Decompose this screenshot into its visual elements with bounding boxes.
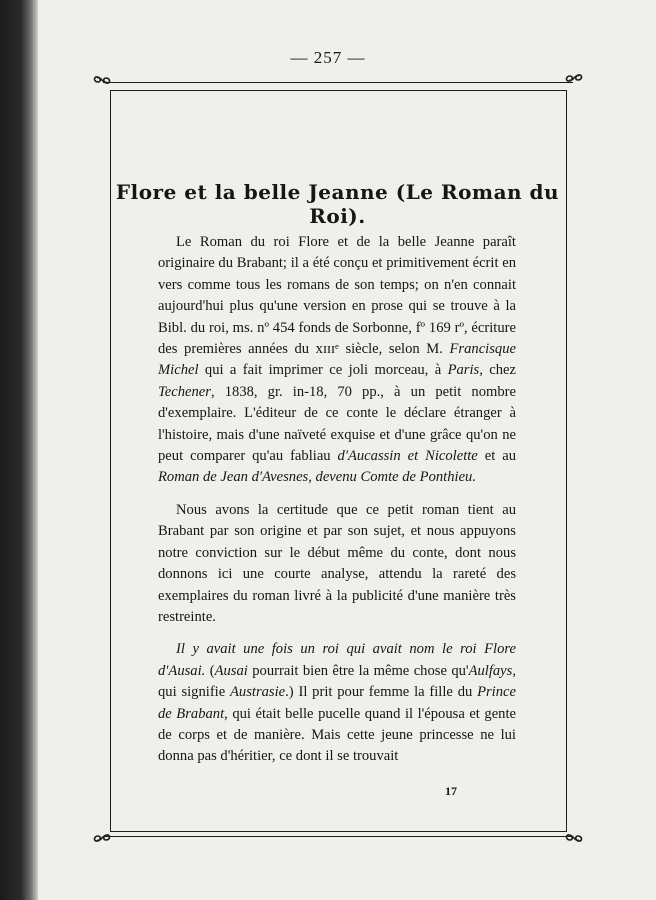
italic-run: Aulfays <box>468 662 513 679</box>
italic-run: Roman de Jean d'Avesnes, devenu Comte de Ponthieu. <box>158 469 477 486</box>
text-run: pourrait bien être la même chose qu' <box>247 662 469 679</box>
italic-run: Paris, <box>447 362 483 379</box>
frame-top-rule <box>103 82 573 83</box>
text-run: , qui était belle pucelle quand il l'épousa et gente de corps et de manière. Mais cette jeune princesse ne lui donna pas d'héritier, ce dont il se trouvait <box>158 705 516 765</box>
page-number: — 257 — <box>290 48 366 67</box>
italic-run: Ausai <box>214 662 248 679</box>
italic-run: Il y avait une fois un roi qui avait nom le roi Flore d'Ausai. <box>158 641 516 679</box>
text-run: qui a fait imprimer ce joli morceau, à <box>198 362 448 379</box>
text-run: ( <box>205 662 215 679</box>
paragraph-3 <box>158 639 516 767</box>
body-text <box>158 232 516 779</box>
signature-mark: 17 <box>445 784 457 798</box>
text-run: chez <box>482 362 516 379</box>
italic-run: Francisque Michel <box>158 341 516 379</box>
page-edge-shadow <box>0 0 38 900</box>
text-run: Le Roman du roi Flore et de la belle Jeanne paraît originaire du Brabant; il a été conçu et primitivement écrit en vers comme tous les romans de son temps; on n'en connait aujourd'hui plus qu'une version en prose qui se trouve à la Bibl. du roi, ms. nº 454 fonds de Sorbonne, fº 169 rº, écriture des premières années du xɪɪɪᵉ siècle, selon M. <box>158 234 516 358</box>
frame-bottom-rule <box>103 836 573 837</box>
chapter-title: Flore et la belle Jeanne (Le Roman du Roi). <box>115 180 560 228</box>
italic-run: Austrasie <box>230 684 286 701</box>
text-run: Nous avons la certitude que ce petit roman tient au Brabant par son origine et par son sujet, et nous appuyons notre conviction sur le début même du conte, dont nous donnons ici une courte analyse, attendu la rareté des exemplaires du roman livré à la publicité d'une manière très restreinte. <box>158 501 516 625</box>
paragraph-1 <box>158 232 516 489</box>
text-run: , qui signifie <box>158 662 516 701</box>
paragraph-2 <box>158 500 516 628</box>
text-run: .) Il prit pour femme la fille du <box>285 684 478 701</box>
corner-ornament-icon <box>562 826 586 850</box>
corner-ornament-icon <box>90 826 114 850</box>
text-run: et au <box>477 448 516 465</box>
corner-ornament-icon <box>90 68 114 92</box>
text-run: , 1838, gr. in-18, 70 pp., à un petit nombre d'exemplaire. L'éditeur de ce conte le déclare étranger à l'histoire, mais d'une naïveté exquise et d'une grâce qu'on ne peut comparer qu'au fabliau <box>158 383 516 465</box>
italic-run: d'Aucassin et Nicolette <box>337 448 478 465</box>
italic-run: Prince de Brabant <box>158 684 516 722</box>
corner-ornament-icon <box>562 66 586 90</box>
italic-run: Techener <box>158 383 211 400</box>
